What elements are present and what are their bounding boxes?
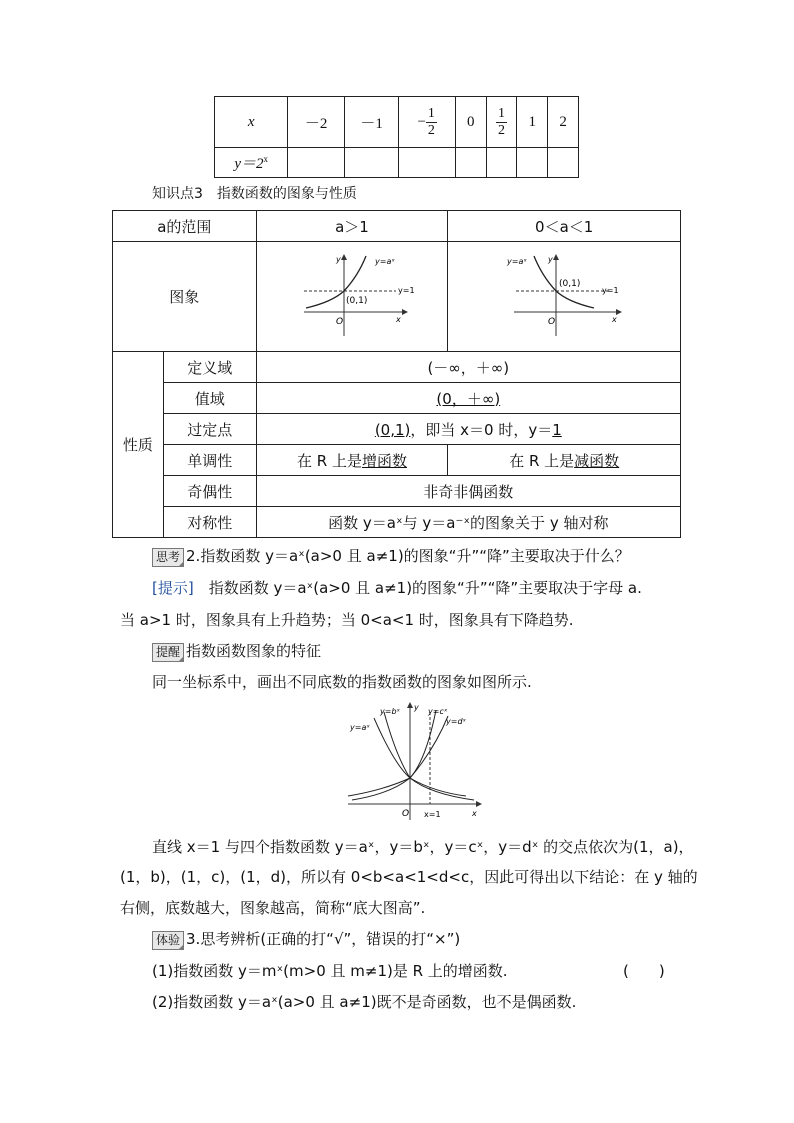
row-label: 对称性 [163,507,256,538]
svg-text:y: y [548,254,553,264]
svg-text:x: x [395,314,401,324]
table-cell: 1 [517,97,548,148]
svg-text:y=1: y=1 [397,285,415,295]
paragraph-2-line-1: 直线 x＝1 与四个指数函数 y＝aˣ，y＝bˣ，y＝cˣ，y＝dˣ 的交点依次为(1，a)， [152,838,694,856]
svg-text:y=aˣ: y=aˣ [374,256,395,266]
section-title: 知识点3 指数函数的图象与性质 [152,186,357,202]
think-line [152,545,630,567]
domain-value: (－∞，＋∞) [256,352,680,383]
think-text: 2.指数函数 y＝aˣ(a>0 且 a≠1)的图象“升”“降”主要取决于什么？ [186,547,630,565]
svg-text:(0,1): (0,1) [559,278,581,289]
symmetry-value: 函数 y＝aˣ与 y＝a⁻ˣ的图象关于 y 轴对称 [256,507,680,538]
decreasing-exp-graph [504,250,624,340]
table-cell: $\frac{1}{2}$ [486,97,517,148]
hint-text: 指数函数 y＝aˣ(a>0 且 a≠1)的图象“升”“降”主要取决于字母 a. [193,579,642,597]
monotonic-decreasing: 在 R 上是减函数 [448,445,681,476]
row-label: 值域 [163,383,256,414]
graph-row-label: 图象 [113,242,257,352]
hint-line-2: 当 a>1 时，图象具有上升趋势；当 0<a<1 时，图象具有下降趋势. [120,611,574,629]
row-label: 奇偶性 [163,476,256,507]
table-cell: 2 [548,97,579,148]
svg-text:O: O [402,809,410,819]
svg-text:(0,1): (0,1) [345,295,368,306]
svg-text:O: O [335,316,344,327]
remind-text: 指数函数图象的特征 [186,642,322,660]
experience-text: 3.思考辨析(正确的打“√”，错误的打“×”) [186,930,461,948]
experience-line [152,928,460,950]
properties-table [112,210,681,538]
question-2: (2)指数函数 y＝aˣ(a>0 且 a≠1)既不是奇函数，也不是偶函数. [152,993,577,1011]
row-label: 过定点 [163,414,256,445]
table-cell: $y=2^x$ [215,148,288,178]
svg-text:y=bˣ: y=bˣ [380,707,401,716]
svg-text:y=1: y=1 [602,285,619,295]
table-cell: －2 [288,97,345,148]
row-label: 定义域 [163,352,256,383]
table-cell: x [215,97,288,148]
range-value: (0，＋∞) [256,383,680,414]
value-table [214,96,579,178]
paragraph-2-line-3: 右侧，底数越大，图象越高，简称“底大图高”. [120,899,426,917]
graph-decreasing [448,242,681,352]
case-a-gt-1: a＞1 [256,211,448,242]
parity-value: 非奇非偶函数 [256,476,680,507]
graph-increasing [256,242,448,352]
multi-exp-graph [344,700,484,822]
svg-text:y=aˣ: y=aˣ [350,723,370,732]
think-tag: 思考 [152,548,184,567]
svg-text:y=dˣ: y=dˣ [446,717,467,726]
increasing-exp-graph [292,250,415,340]
table-cell: －1 [344,97,399,148]
range-header: a的范围 [113,211,257,242]
svg-text:O: O [548,316,556,327]
svg-text:x: x [472,809,477,818]
row-label: 单调性 [163,445,256,476]
answer-parentheses: ( ) [623,962,665,980]
property-label: 性质 [113,352,164,538]
experience-tag: 体验 [152,931,184,950]
fixed-point-value: (0,1)，即当 x＝0 时，y＝1 [256,414,680,445]
svg-text:x: x [612,314,617,324]
remind-tag: 提醒 [152,643,184,662]
svg-text:y=cˣ: y=cˣ [428,707,448,716]
remind-line [152,640,321,662]
svg-text:y=aˣ: y=aˣ [507,256,528,266]
svg-text:y: y [414,703,419,712]
paragraph-1: 同一坐标系中，画出不同底数的指数函数的图象如图所示. [152,673,532,691]
case-a-lt-1: 0＜a＜1 [448,211,681,242]
question-1: (1)指数函数 y＝mˣ(m>0 且 m≠1)是 R 上的增函数. [152,962,508,980]
svg-text:y: y [335,254,341,264]
table-cell: 0 [455,97,486,148]
hint-tag: [提示] [152,579,194,597]
monotonic-increasing: 在 R 上是增函数 [256,445,448,476]
hint-line [152,577,642,598]
table-cell: − $\frac{1}{2}$ [399,97,455,148]
paragraph-2-line-2: (1，b)，(1，c)，(1，d)，所以有 0<b<a<1<d<c，因此可得出以下结论：在 y 轴的 [120,868,698,886]
svg-text:x=1: x=1 [424,810,441,819]
